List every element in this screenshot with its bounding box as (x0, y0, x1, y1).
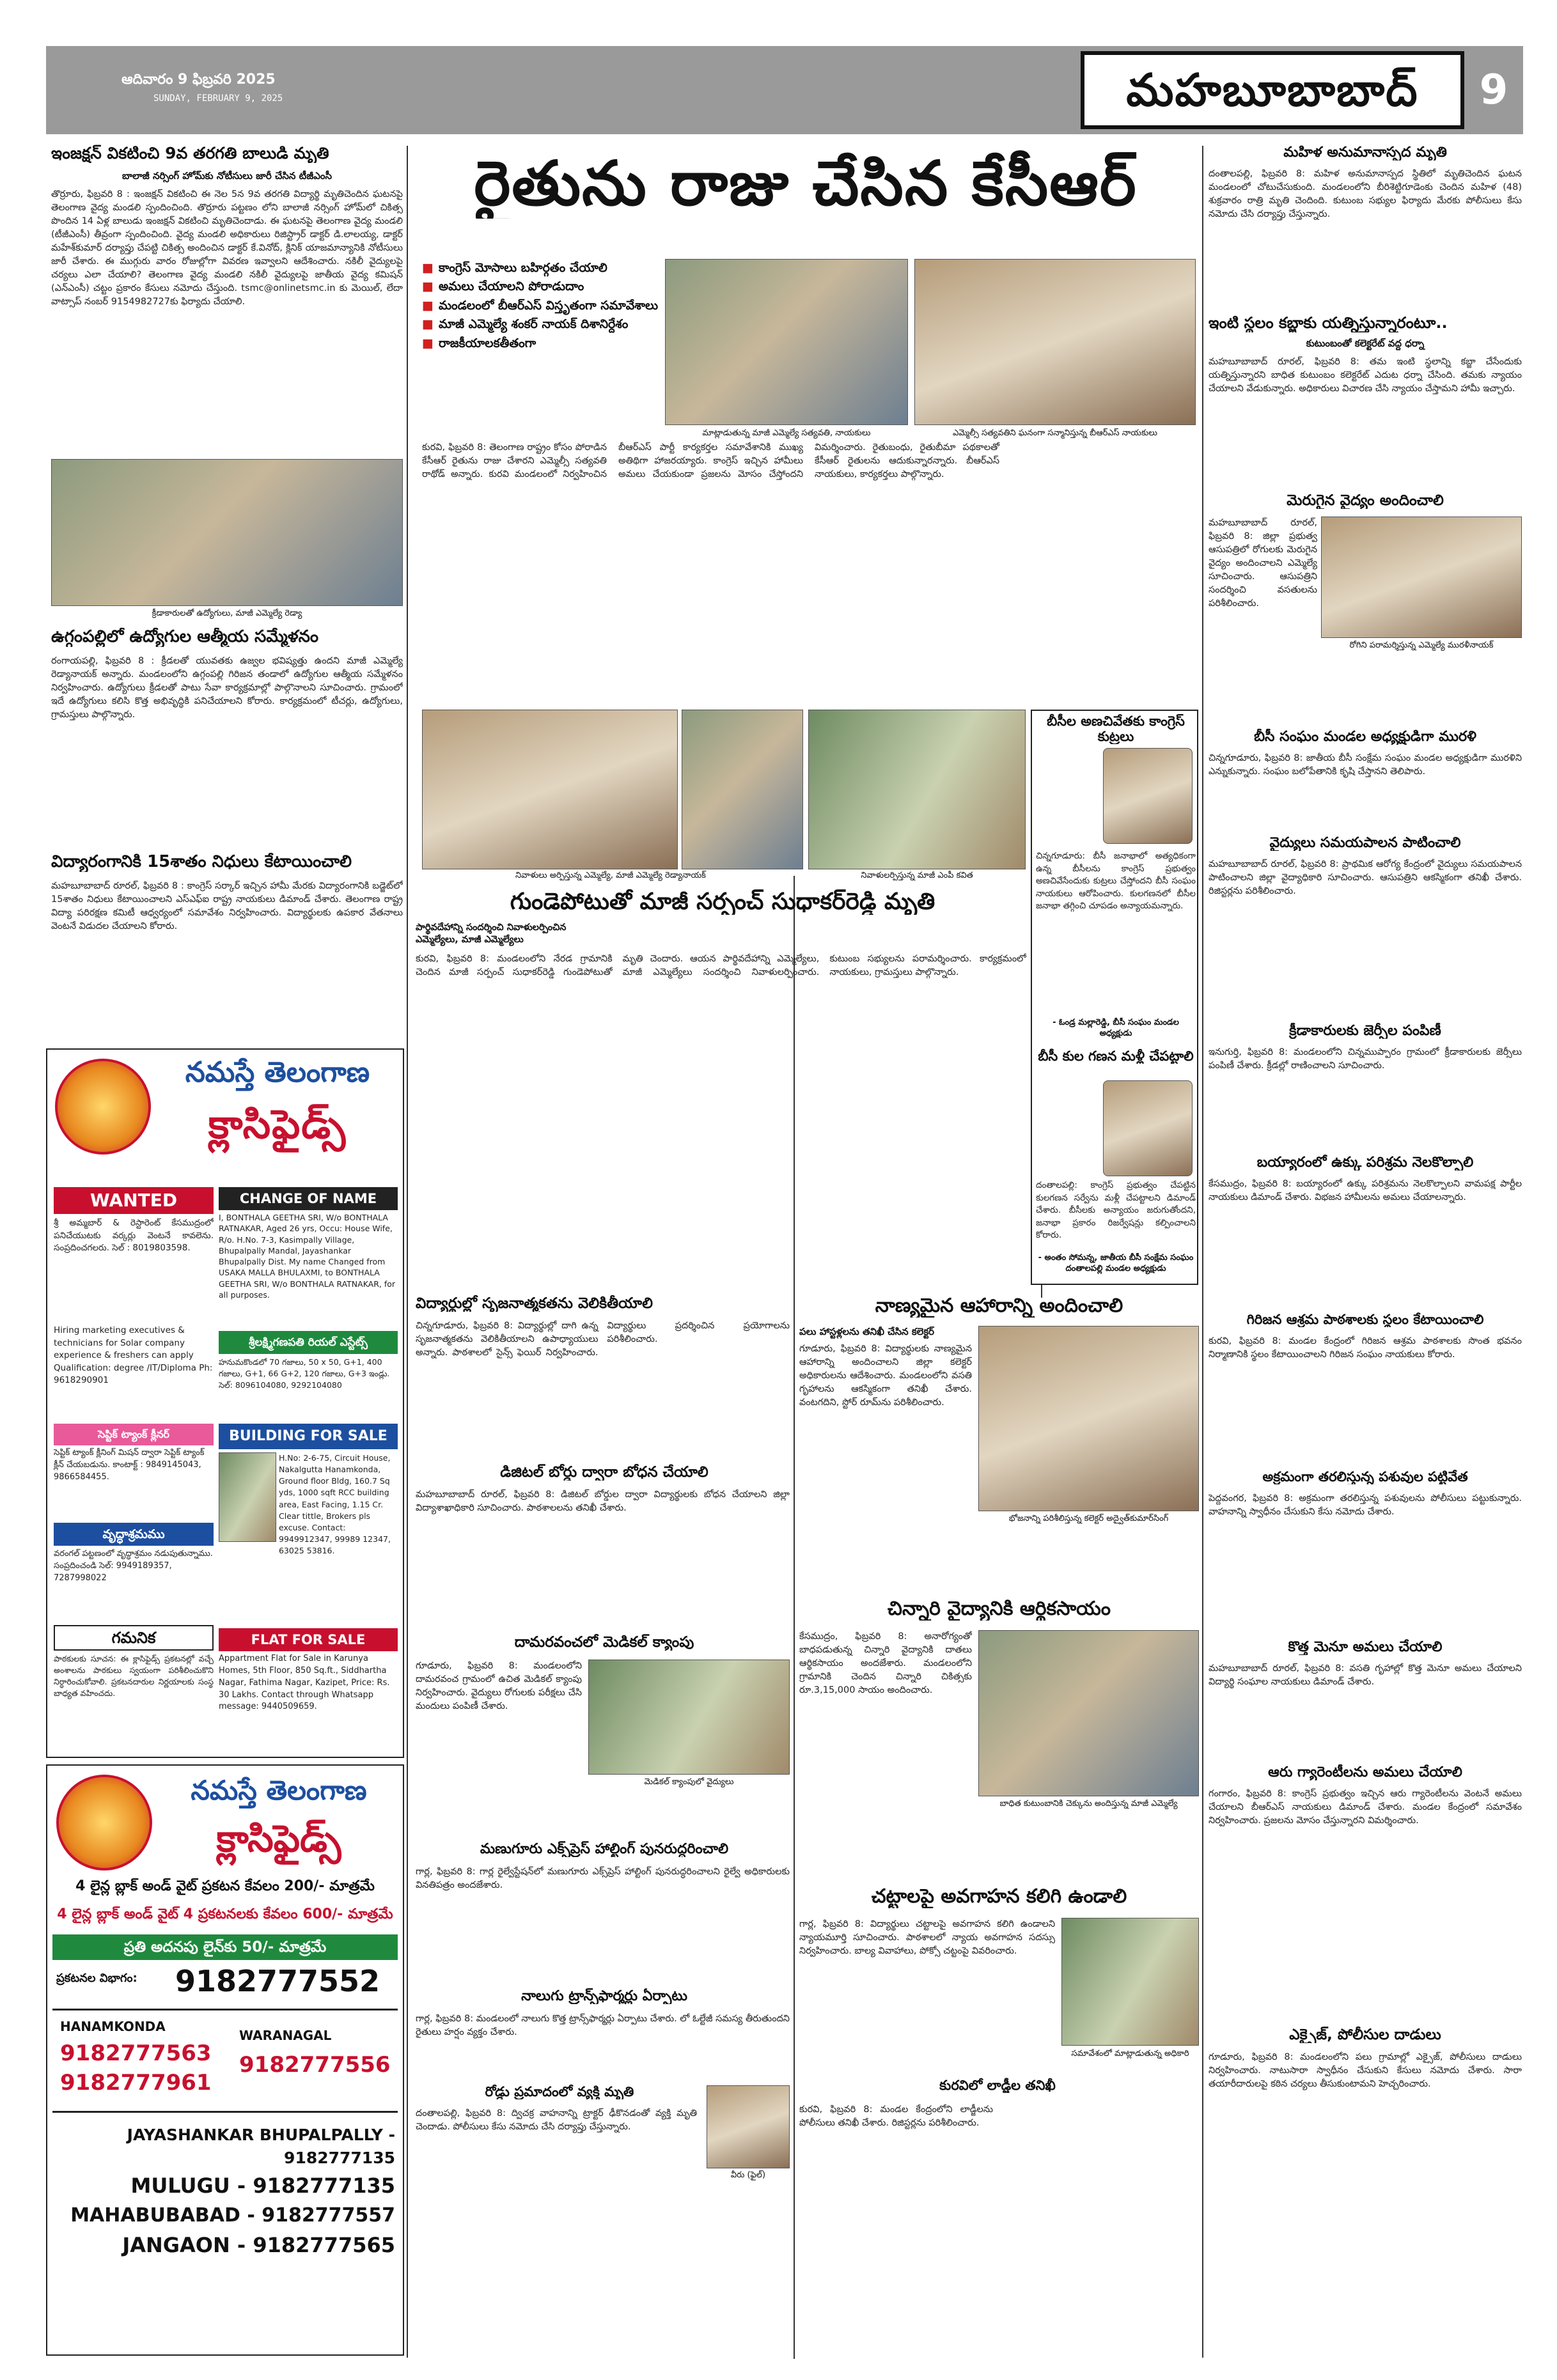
hospital-visit-photo (1321, 517, 1522, 638)
subheadline: పలు హాస్టళ్లలను తనిఖీ చేసిన కలెక్టర్ (799, 1326, 935, 1337)
district-name: MAHABUBABAD (70, 2204, 240, 2227)
district-name: JAYASHANKAR BHUPALPALLY (127, 2126, 383, 2144)
masthead-date-en: SUNDAY, FEBRUARY 9, 2025 (153, 93, 283, 104)
lead-bullet: ■ మండలంలో బీఆర్‌ఎస్ విస్తృతంగా సమావేశాలు (422, 298, 659, 313)
notice-body: పాఠకులకు సూచన: ఈ క్లాసిఫైడ్స్ ప్రకటనల్లో వచ్చే అంశాలను పాఠకులు స్వయంగా పరిశీలించుకొని నిర్ధారించుకోవాలి. ప్రకటనదారుల నిర్ణయాలకు సంస్థ బాధ్యత వహించదు. (54, 1654, 214, 1699)
article-body: మహబూబాబాద్ రూరల్, ఫిబ్రవరి 8: జిల్లా ప్రభుత్వ ఆసుపత్రిలో రోగులకు మెరుగైన వైద్యం అందించాలని ఎమ్మెల్యే సూచించారు. ఆసుపత్రిని సందర్శించి వసతులను పరిశీలించారు. (1209, 518, 1317, 609)
headline: ఇంజక్షన్ వికటించి 9వ తరగతి బాలుడి మృతి (51, 144, 329, 162)
district-phone: 9182777565 (253, 2232, 395, 2257)
office-city: HANAMKONDA (60, 2019, 166, 2034)
photo-caption: మెడికల్ క్యాంపులో వైద్యులు (644, 1777, 734, 1787)
oldage-body: వరంగల్ పట్టణంలో వృద్ధాశ్రమం నడుపుతున్నాము. సంప్రదించండి సెల్: 9949189357, 7287998022 (54, 1549, 213, 1583)
article-body: గార్ల, ఫిబ్రవరి 8: గార్ల రైల్వేస్టేషన్‌లో మణుగూరు ఎక్స్‌ప్రెస్ హాల్టింగ్ పునరుద్ధరించాలని రైల్వే అధికారులకు వినతిపత్రం అందజేశారు. (416, 1867, 790, 1891)
lead-headline: రైతును రాజు చేసిన కేసీఆర్ (474, 148, 1138, 219)
article-body: కురవి, ఫిబ్రవరి 8: మండల కేంద్రంలో గిరిజన ఆశ్రమ పాఠశాలకు సొంత భవనం నిర్మాణానికి స్థలం కేటాయించాలని గిరిజన సంఘం నాయకులు కోరారు. (1209, 1336, 1522, 1360)
septic-body: సెప్టిక్ ట్యాంక్ క్లీనింగ్ మిషన్ ద్వారా సెప్టిక్ ట్యాంక్ క్లీన్ చేయబడును. కాంటాక్ట్ : 9849145043, 9866584455. (54, 1448, 205, 1482)
headline: నాలుగు ట్రాన్స్‌ఫార్మర్లు ఏర్పాటు (521, 1988, 687, 2004)
headline: క్రీడాకారులకు జెర్సీల పంపిణీ (1289, 1023, 1441, 1039)
subheadline: కుటుంబంతో కలెక్టరేట్ వద్ద ధర్నా (1306, 338, 1425, 349)
headline: ఉగ్గంపల్లిలో ఉద్యోగుల ఆత్మీయ సమ్మేళనం (51, 628, 319, 646)
divider (52, 2009, 398, 2011)
office-phone: 9182777563 (60, 2041, 212, 2066)
wanted-body: శ్రీ అమ్మబార్ & రెస్టారెంట్ కేసముద్రంలో పనిచేయుటకు వర్కర్లు వెంటనే కావలెను. సంప్రదించగలరు. సెల్ : 8019803598. (54, 1218, 214, 1254)
district-name: MULUGU (130, 2173, 230, 2198)
wanted-body-2: Hiring marketing executives & technicians for Solar company experience & freshers can apply Qualification: degree /IT/Diploma Ph: 9618290901 (54, 1325, 213, 1386)
article-body: చిన్నగూడూరు, ఫిబ్రవరి 8: విద్యార్థుల్లో దాగి ఉన్న సృజనాత్మకతను వెలికితీయాలని ఉపాధ్యాయులు అన్నారు. పాఠశాలలో సైన్స్ ఫెయిర్ నిర్వహించారు. విద్యార్థులు ప్రదర్శించిన ప్రయోగాలను పరిశీలించారు. (416, 1321, 790, 1358)
byline: - ఓండ్ర మల్లారెడ్డి, బీసీ సంఘం మండల అధ్యక్షుడు (1052, 1018, 1179, 1038)
classified-ad (46, 1048, 404, 1758)
byline: - అంతం సోమన్న, జాతీయ బీసీ సంక్షేమ సంఘం దంతాలపల్లి మండల అధ్యక్షుడు (1038, 1253, 1194, 1273)
oldage-label: వృద్ధాశ్రమము (54, 1523, 214, 1546)
headline: మహిళ అనుమానాస్పద మృతి (1283, 144, 1447, 160)
building-sale-label: BUILDING FOR SALE (219, 1424, 398, 1449)
photo-caption: నివాళులర్పిస్తున్న మాజీ ఎంపీ కవిత (861, 871, 973, 880)
headline: ఎక్సైజ్, పోలీసుల దాడులు (1289, 2026, 1441, 2043)
ad-brand-sub: క్లాసిఫైడ్స్ (208, 1101, 347, 1147)
classified-rates-ad (46, 1764, 404, 2356)
change-of-name-label: CHANGE OF NAME (219, 1187, 398, 1210)
article-body: గంగారం, ఫిబ్రవరి 8: కాంగ్రెస్ ప్రభుత్వం ఇచ్చిన ఆరు గ్యారెంటీలను వెంటనే అమలు చేయాలని బీఆర్‌ఎస్ నాయకులు డిమాండ్ చేశారు. మండల కేంద్రంలో సమావేశం నిర్వహించారు. ప్రజలను మోసం చేస్తున్నారని విమర్శించారు. (1209, 1789, 1522, 1826)
article-body: మహబూబాబాద్ రూరల్, ఫిబ్రవరి 8: డిజిటల్ బోర్డుల ద్వారా విద్యార్థులకు బోధన చేయాలని జిల్లా విద్యాశాఖాధికారి సూచించారు. పాఠశాలలను తనిఖీ చేశారు. (416, 1489, 790, 1514)
rate-line-1: 4 లైన్ల బ్లాక్ అండ్ వైట్ ప్రకటన కేవలం 200/- మాత్రమే (75, 1878, 375, 1894)
photo-caption: సమావేశంలో మాట్లాడుతున్న అధికారి (1071, 2049, 1189, 2058)
headline: కురవిలో లాడ్జీల తనిఖీ (939, 2078, 1056, 2093)
article-body: దంతాలపల్లి, ఫిబ్రవరి 8: మహిళ అనుమానాస్పద స్థితిలో మృతిచెందిన ఘటన మండలంలో చోటుచేసుకుంది. మండలంలోని బీరిశెట్టిగూడెంకు చెందిన మహిళ (48) శుక్రవారం రాత్రి మృతి చెందింది. కుటుంబ సభ్యుల ఫిర్యాదు మేరకు పోలీసులు కేసు నమోదు చేసి దర్యాప్తు చేస్తున్నారు. (1209, 169, 1522, 220)
district-phone-row: MAHABUBABAD - 9182777557 (70, 2204, 395, 2227)
photo-caption: ఎమ్మెల్సీ సత్యవతిని ఘనంగా సన్మానిస్తున్న బీఆర్‌ఎస్ నాయకులు (953, 428, 1157, 438)
ad-brand-block (47, 1050, 403, 1184)
headline: చిన్నారి వైద్యానికి ఆర్థికసాయం (888, 1598, 1111, 1620)
article-body: మహబూబాబాద్ రూరల్, ఫిబ్రవరి 8: వసతి గృహాల్లో కొత్త మెనూ అమలు చేయాలని విద్యార్థి సంఘాల నాయకులు డిమాండ్ చేశారు. (1209, 1663, 1522, 1688)
headline: డిజిటల్ బోర్డు ద్వారా బోధన చేయాలి (500, 1464, 708, 1481)
headline: బీసీ కుల గణన మళ్లీ చేపట్టాలి (1038, 1048, 1194, 1064)
masthead-date: ఆదివారం 9 ఫిబ్రవరి 2025 (121, 72, 276, 88)
headline: మెరుగైన వైద్యం అందించాలి (1287, 492, 1444, 509)
subheadline: పార్థివదేహాన్ని సందర్శించి నివాళులర్పించిన ఎమ్మెల్యేలు, మాజీ ఎమ్మెల్యేలు (416, 922, 567, 945)
article-body: చిన్నగూడూరు, ఫిబ్రవరి 8: జాతీయ బీసీ సంక్షేమ సంఘం మండల అధ్యక్షుడిగా మురళిని ఎన్నుకున్నారు. సంఘం బలోపేతానికి కృషి చేస్తానని తెలిపారు. (1209, 753, 1522, 777)
headline: మణుగూరు ఎక్స్‌ప్రెస్ హాల్టింగ్ పునరుద్ధరించాలి (480, 1841, 729, 1857)
article-body: చిన్నగూడూరు: బీసీ జనాభాలో అత్యధికంగా ఉన్న బీసీలను కాంగ్రెస్ ప్రభుత్వం అణచివేసేందుకు కుట్రలు చేస్తోందని బీసీ సంఘం నాయకులు ఆరోపించారు. కులగణనలో బీసీల జనాభా తగ్గించి చూపడం అన్యాయమన్నారు. (1036, 851, 1196, 912)
building-photo (219, 1452, 276, 1542)
office-phone: 9182777961 (60, 2070, 212, 2096)
article-body: కురవి, ఫిబ్రవరి 8: మండల కేంద్రంలోని లాడ్జీలను పోలీసులు తనిఖీ చేశారు. రిజిస్టర్లను పరిశీలించారు. (799, 2104, 993, 2129)
district-phone: 9182777135 (253, 2173, 395, 2198)
photo-sports (51, 459, 403, 606)
page-number: 9 (1479, 66, 1508, 114)
article-body: కురవి, ఫిబ్రవరి 8: మండలంలోని నేరడ గ్రామానికి చెందిన మాజీ సర్పంచ్ సుధాకర్‌రెడ్డి గుండెపోటుతో మృతి చెందారు. ఆయన పార్థివదేహాన్ని ఎమ్మెల్యేలు, మాజీ ఎమ్మెల్యేలు సందర్శించి నివాళులర్పించారు. కుటుంబ సభ్యులను పరామర్శించారు. కార్యక్రమంలో నాయకులు, గ్రామస్తులు పాల్గొన్నారు. (416, 954, 1026, 978)
portrait-photo (1103, 748, 1193, 844)
office-city: WARANAGAL (239, 2028, 332, 2043)
article-body: ఇనుగుర్తి, ఫిబ్రవరి 8: మండలంలోని చిన్నముప్పారం గ్రామంలో క్రీడాకారులకు జెర్సీలు పంపిణీ చేశారు. క్రీడల్లో రాణించాలని సూచించారు. (1209, 1047, 1522, 1071)
lead-bullet: ■ మాజీ ఎమ్మెల్యే శంకర్ నాయక్ దిశానిర్దేశం (422, 317, 629, 332)
article-body: గూడూరు, ఫిబ్రవరి 8: విద్యార్థులకు నాణ్యమైన ఆహారాన్ని అందించాలని జిల్లా కలెక్టర్ అధికారులను ఆదేశించారు. మండలంలోని వసతి గృహాలను ఆకస్మికంగా తనిఖీ చేశారు. వంటగదిని, స్టోర్ రూమ్‌ను పరిశీలించారు. (799, 1344, 972, 1408)
lead-body: కురవి, ఫిబ్రవరి 8: తెలంగాణ రాష్ట్రం కోసం పోరాడిన కేసీఆర్ రైతును రాజు చేశారని ఎమ్మెల్సీ సత్యవతి రాథోడ్ అన్నారు. కురవి మండలంలో నిర్వహించిన బీఆర్‌ఎస్ పార్టీ కార్యకర్తల సమావేశానికి ముఖ్య అతిథిగా హాజరయ్యారు. కాంగ్రెస్ ఇచ్చిన హామీలు అమలు చేయకుండా ప్రజలను మోసం చేస్తోందని విమర్శించారు. రైతుబంధు, రైతుబీమా పథకాలతో కేసీఆర్ రైతులను ఆదుకున్నారన్నారు. బీఆర్‌ఎస్ నాయకులు, కార్యకర్తలు పాల్గొన్నారు. (422, 442, 999, 480)
tribute-photo-3 (808, 710, 1026, 869)
column-divider (1202, 146, 1203, 2358)
lead-photo-meeting (665, 259, 908, 425)
headline: నాణ్యమైన ఆహారాన్ని అందించాలి (875, 1295, 1123, 1317)
photo-caption: భోజనాన్ని పరిశీలిస్తున్న కలెక్టర్ అద్వైత్‌కుమార్‌సింగ్ (1008, 1514, 1169, 1523)
photo-caption: బాధిత కుటుంబానికి చెక్కును అందిస్తున్న మాజీ ఎమ్మెల్యే (999, 1799, 1178, 1808)
article-body: తొర్రూరు, ఫిబ్రవరి 8 : ఇంజక్షన్ వికటించి ఈ నెల 5న 9వ తరగతి విద్యార్థి మృతిచెందిన ఘటనపై తెలంగాణ వైద్య మండలి స్పందించింది. తొర్రూరు పట్టణం లోని బాలాజీ నర్సింగ్ హోమ్‌లో చికిత్స పొందిన 14 ఏళ్ల బాలుడు ఇంజక్షన్ వికటించి మృతిచెందాడు. ఈ ఘటనపై తెలంగాణ వైద్య మండలి (టీజీఎంసీ) తీవ్రంగా స్పందించింది. వైద్య మండలి అధికారులు రిజిస్ట్రార్ డాక్టర్ డి.లాలయ్య, డాక్టర్ మహేశ్‌కుమార్ దర్యాప్తు చేపట్టి చికిత్స అందించిన డాక్టర్ కే.వినోద్, క్లినిక్ యాజమాన్యానికి నోటీసులు జారీ చేశారు. ఈ ముగ్గురు వారం రోజుల్లోగా వివరణ ఇవ్వాలని ఆదేశించారు. నకిలీ వైద్యులపై చర్యలు ఎలా చేయాలి? తెలంగాణ వైద్య మండలి నకిలీ వైద్యులపై జాతీయ వైద్య కమిషన్ (ఎన్‌ఎంసీ) చట్టం ప్రకారం కేసులు నమోదు చేస్తుంది. tsmc@onlinetsmc.in కు మెయిల్, లేదా వాట్సాప్ నంబర్ 9154982727కు ఫిర్యాదు చేయాలి. (51, 189, 403, 307)
lead-bullet: ■ రాజకీయాలకతీతంగా (422, 336, 536, 350)
building-sale-body: H.No: 2-6-75, Circuit House, Nakalgutta Hanamkonda, Ground floor Bldg, 160.7 Sq yds, 1000 sqft RCC building area, East Facing, 1.15 Cr. Clear tittle, Brokers pls excuse. Contact: 9949912347, 99989 12347, 63025 53816. (279, 1453, 391, 1555)
flat-sale-body: Appartment Flat for Sale in Karunya Homes, 5th Floor, 850 Sq.ft., Siddhartha Nagar, Fathima Nagar, Kazipet, Price: Rs. 30 Lakhs. Contact through Whatsapp message: 9440509659. (219, 1654, 390, 1712)
lead-bullet: ■ అమలు చేయాలని పోరాడుదాం (422, 279, 584, 294)
hostel-food-photo (978, 1326, 1199, 1511)
district-phone-list (56, 2124, 395, 2341)
wanted-label: WANTED (54, 1187, 214, 1214)
photo-caption: వీరు (ఫైల్) (730, 2170, 766, 2180)
headline: గుండెపోటుతో మాజీ సర్పంచ్ సుధాకర్‌రెడ్డి మృతి (510, 889, 935, 915)
headline: విద్యారంగానికి 15శాతం నిధులు కేటాయించాలి (51, 853, 352, 871)
headline: విద్యార్థుల్లో సృజనాత్మకతను వెలికితీయాలి (416, 1295, 653, 1312)
article-body: గార్ల, ఫిబ్రవరి 8: మండలంలో నాలుగు కొత్త ట్రాన్స్‌ఫార్మర్లు ఏర్పాటు చేశారు. లో ఓల్టేజీ సమస్య తీరుతుందని రైతులు హర్షం వ్యక్తం చేశారు. (416, 2014, 790, 2038)
article-body: గూడూరు, ఫిబ్రవరి 8: మండలంలోని పలు గ్రామాల్లో ఎక్సైజ్, పోలీసులు దాడులు నిర్వహించారు. నాటుసారా స్వాధీనం చేసుకుని కేసులు నమోదు చేశారు. సారా తయారీదారులపై కఠిన చర్యలు తీసుకుంటామని హెచ్చరించారు. (1209, 2052, 1522, 2090)
article-body: గూడూరు, ఫిబ్రవరి 8: మండలంలోని దామరవంచ గ్రామంలో ఉచిత మెడికల్ క్యాంపు నిర్వహించారు. వైద్యులు రోగులకు పరీక్షలు చేసి మందులు పంపిణీ చేశారు. (416, 1661, 582, 1712)
headline: చట్టాలపై అవగాహన కలిగి ఉండాలి (871, 1886, 1127, 1908)
divider (52, 2111, 398, 2113)
awareness-photo (1061, 1918, 1199, 2046)
aid-cheque-photo (978, 1630, 1199, 1796)
photo-caption: నివాళులు అర్పిస్తున్న ఎమ్మెల్యే, మాజీ ఎమ్మెల్యే రెడ్యానాయక్ (515, 871, 706, 880)
portrait-photo (707, 2085, 790, 2168)
photo-caption: మాట్లాడుతున్న మాజీ ఎమ్మెల్యే సత్యవతి, నాయకులు (702, 428, 871, 438)
section-title: మహబూబాబాద్ (1081, 51, 1464, 129)
lakshmi-logo-icon (55, 1059, 151, 1155)
district-phone: 9182777135 (284, 2149, 395, 2168)
district-phone-row: JAYASHANKAR BHUPALPALLY - 9182777135 (127, 2126, 395, 2168)
tribute-photo-2 (682, 710, 803, 869)
headline: ఆరు గ్యారెంటీలను అమలు చేయాలి (1268, 1764, 1462, 1780)
article-body: మహబూబాబాద్ రూరల్, ఫిబ్రవరి 8 : కాంగ్రెస్ సర్కార్ ఇచ్చిన హామీ మేరకు విద్యారంగానికి బడ్జెట్‌లో 15శాతం నిధులు కేటాయించాలని ఎస్‌ఎఫ్‌ఐ రాష్ట్ర నాయకులు డిమాండ్ చేశారు. తెలంగాణ రాష్ట్ర విద్యా పరిరక్షణ కమిటీ ఆధ్వర్యంలో సమావేశం నిర్వహించారు. విద్యార్థులకు ఉపకార వేతనాలు వెంటనే విడుదల చేయాలని కోరారు. (51, 881, 403, 932)
headline: అక్రమంగా తరలిస్తున్న పశువుల పట్టివేత (1262, 1469, 1468, 1484)
realestate-label: శ్రీలక్ష్మిగణపతి రియల్ ఎస్టేట్స్ (219, 1331, 398, 1354)
lead-bullets (422, 259, 659, 432)
district-name: JANGAON (122, 2232, 230, 2257)
headline: దామరవంచలో మెడికల్ క్యాంపు (514, 1634, 694, 1651)
photo-caption: రోగిని పరామర్శిస్తున్న ఎమ్మెల్యే మురళీనాయక్ (1349, 641, 1494, 650)
lakshmi-logo-icon (56, 1775, 152, 1871)
change-of-name-body: I, BONTHALA GEETHA SRI, W/o BONTHALA RATNAKAR, Aged 26 yrs, Occu: House Wife, R/o. H.No. 7-3, Kasimpally Village, Bhupalpally Mandal, Jayashankar Bhupalpally Dist. My name Changed from USAKA MALLA BHULAXMI, to BONTHALA GEETHA SRI, W/o BONTHALA RATNAKAR, for all purposes. (219, 1213, 396, 1300)
article-body: మహబూబాబాద్ రూరల్, ఫిబ్రవరి 8: తమ ఇంటి స్థలాన్ని కబ్జా చేసేందుకు యత్నిస్తున్నారని బాధిత కుటుంబం కలెక్టరేట్ ఎదుట ధర్నా చేసింది. తమకు న్యాయం చేయాలని వేడుకున్నారు. అధికారులు విచారణ చేసి న్యాయం చేస్తామని హామీ ఇచ్చారు. (1209, 357, 1522, 394)
lead-bullet: ■ కాంగ్రెస్ మోసాలు బహిర్గతం చేయాలి (422, 261, 607, 275)
notice-label: గమనిక (54, 1625, 214, 1651)
article-body: రంగాయపల్లి, ఫిబ్రవరి 8 : క్రీడలతో యువతకు ఉజ్వల భవిష్యత్తు ఉందని మాజీ ఎమ్మెల్యే రెడ్యానాయక్ అన్నారు. మండలంలోని ఉగ్గంపల్లి గిరిజన తండాలో ఉద్యోగుల ఆత్మీయ సమ్మేళనం నిర్వహించారు. ఉద్యోగులు క్రీడలతో పాటు సేవా కార్యక్రమాల్లో పాల్గొనాలని సూచించారు. గ్రామంలో ఇదే ఉద్యోగులు కలిసి కొత్త అభివృద్ధికి పనిచేయాలని కోరారు. కార్యక్రమంలో టీచర్లు, ఉద్యోగులు, గ్రామస్తులు పాల్గొన్నారు. (51, 656, 403, 720)
article-body: దంతాలపల్లి: కాంగ్రెస్ ప్రభుత్వం చేపట్టిన కులగణన సర్వేను మళ్లీ చేపట్టాలని డిమాండ్ చేశారు. బీసీలకు అన్యాయం జరుగుతోందని, జనాభా ప్రకారం రిజర్వేషన్లు కల్పించాలని కోరారు. (1036, 1180, 1196, 1241)
ad-brand-sub: క్లాసిఫైడ్స్ (216, 1817, 341, 1860)
flat-sale-label: FLAT FOR SALE (219, 1628, 398, 1651)
headline: బయ్యారంలో ఉక్కు పరిశ్రమ నెలకొల్పాలి (1256, 1155, 1474, 1171)
article-body: మహబూబాబాద్ రూరల్, ఫిబ్రవరి 8: ప్రాథమిక ఆరోగ్య కేంద్రంలో వైద్యులు సమయపాలన పాటించాలని జిల్లా వైద్యాధికారి సూచించారు. ఆసుపత్రిని ఆకస్మికంగా తనిఖీ చేశారు. రిజిస్టర్లను పరిశీలించారు. (1209, 859, 1522, 897)
headline: ఇంటి స్థలం కబ్జాకు యత్నిస్తున్నారంటూ.. (1209, 315, 1448, 332)
district-phone: 9182777557 (262, 2204, 395, 2227)
headline: వైద్యులు సమయపాలన పాటించాలి (1269, 835, 1461, 851)
article-body: పెద్దవంగర, ఫిబ్రవరి 8: అక్రమంగా తరలిస్తున్న పశువులను పోలీసులు పట్టుకున్నారు. వాహనాన్ని స్వాధీనం చేసుకుని కేసు నమోదు చేశారు. (1209, 1493, 1522, 1518)
subheadline: బాలాజీ నర్సింగ్ హోమ్‌కు నోటీసులు జారీ చేసిన టీజీఎంసీ (122, 170, 332, 182)
headline: రోడ్డు ప్రమాదంలో వ్యక్తి మృతి (485, 2084, 634, 2099)
district-phone-row: JANGAON - 9182777565 (122, 2232, 395, 2257)
district-phone-row: MULUGU - 9182777135 (130, 2173, 395, 2198)
lead-photo-felicitation (914, 259, 1196, 425)
tribute-photo-1 (422, 710, 678, 869)
article-body: కేసముద్రం, ఫిబ్రవరి 8: బయ్యారంలో ఉక్కు పరిశ్రమను నెలకొల్పాలని వామపక్ష పార్టీల నాయకులు డిమాండ్ చేశారు. విభజన హామీలను అమలు చేయాలన్నారు. (1209, 1179, 1522, 1203)
ad-dept-phone: 9182777552 (175, 1964, 380, 1998)
medical-camp-photo (588, 1660, 790, 1775)
article-body: దంతాలపల్లి, ఫిబ్రవరి 8: ద్విచక్ర వాహనాన్ని ట్రాక్టర్ ఢీకొనడంతో వ్యక్తి మృతి చెందాడు. పోలీసులు కేసు నమోదు చేసి దర్యాప్తు చేస్తున్నారు. (416, 2108, 697, 2133)
ad-dept-label: ప్రకటనల విభాగం: (56, 1972, 137, 1985)
rate-line-2: 4 లైన్ల బ్లాక్ అండ్ వైట్ 4 ప్రకటనలకు కేవలం 600/- మాత్రమే (57, 1906, 393, 1922)
office-phone: 9182777556 (239, 2052, 391, 2078)
portrait-photo (1103, 1080, 1193, 1176)
column-divider (407, 146, 408, 2358)
photo-caption: క్రీడాకారులతో ఉద్యోగులు, మాజీ ఎమ్మెల్యే రెడ్యా (152, 609, 302, 618)
headline: బీసీ సంఘం మండల అధ్యక్షుడిగా మురళి (1254, 729, 1476, 745)
article-body: కేసముద్రం, ఫిబ్రవరి 8: అనారోగ్యంతో బాధపడుతున్న చిన్నారి వైద్యానికి దాతలు ఆర్థికసాయం అందజేశారు. మండలంలోని గ్రామానికి చెందిన చిన్నారి చికిత్సకు రూ.3,15,000 సాయం అందించారు. (799, 1631, 972, 1696)
article-body: గార్ల, ఫిబ్రవరి 8: విద్యార్థులు చట్టాలపై అవగాహన కలిగి ఉండాలని న్యాయమూర్తి సూచించారు. పాఠశాలలో న్యాయ అవగాహన సదస్సు నిర్వహించారు. బాల్య వివాహాలు, పోక్సో చట్టంపై వివరించారు. (799, 1919, 1055, 1957)
ad-brand: నమస్తే తెలంగాణ (191, 1775, 367, 1806)
rate-line-3: ప్రతి అదనపు లైన్‌కు 50/- మాత్రమే (52, 1934, 398, 1960)
realestate-body: హనుమకొండలో 70 గజాలు, 50 x 50, G+1, 400 గజాలు, G+1, 66 G+2, 120 గజాలు, G+3 ఇండ్లు. సెల్: 8096104080, 9292104080 (219, 1357, 390, 1390)
headline: బీసీల అణచివేతకు కాంగ్రెస్ కుట్రలు (1047, 713, 1185, 745)
ad-brand: నమస్తే తెలంగాణ (185, 1056, 370, 1089)
headline: గిరిజన ఆశ్రమ పాఠశాలకు స్థలం కేటాయించాలి (1246, 1312, 1484, 1327)
headline: కొత్త మెనూ అమలు చేయాలి (1288, 1639, 1443, 1655)
septic-label: సెప్టిక్ ట్యాంక్ క్లీనర్ (54, 1424, 214, 1445)
